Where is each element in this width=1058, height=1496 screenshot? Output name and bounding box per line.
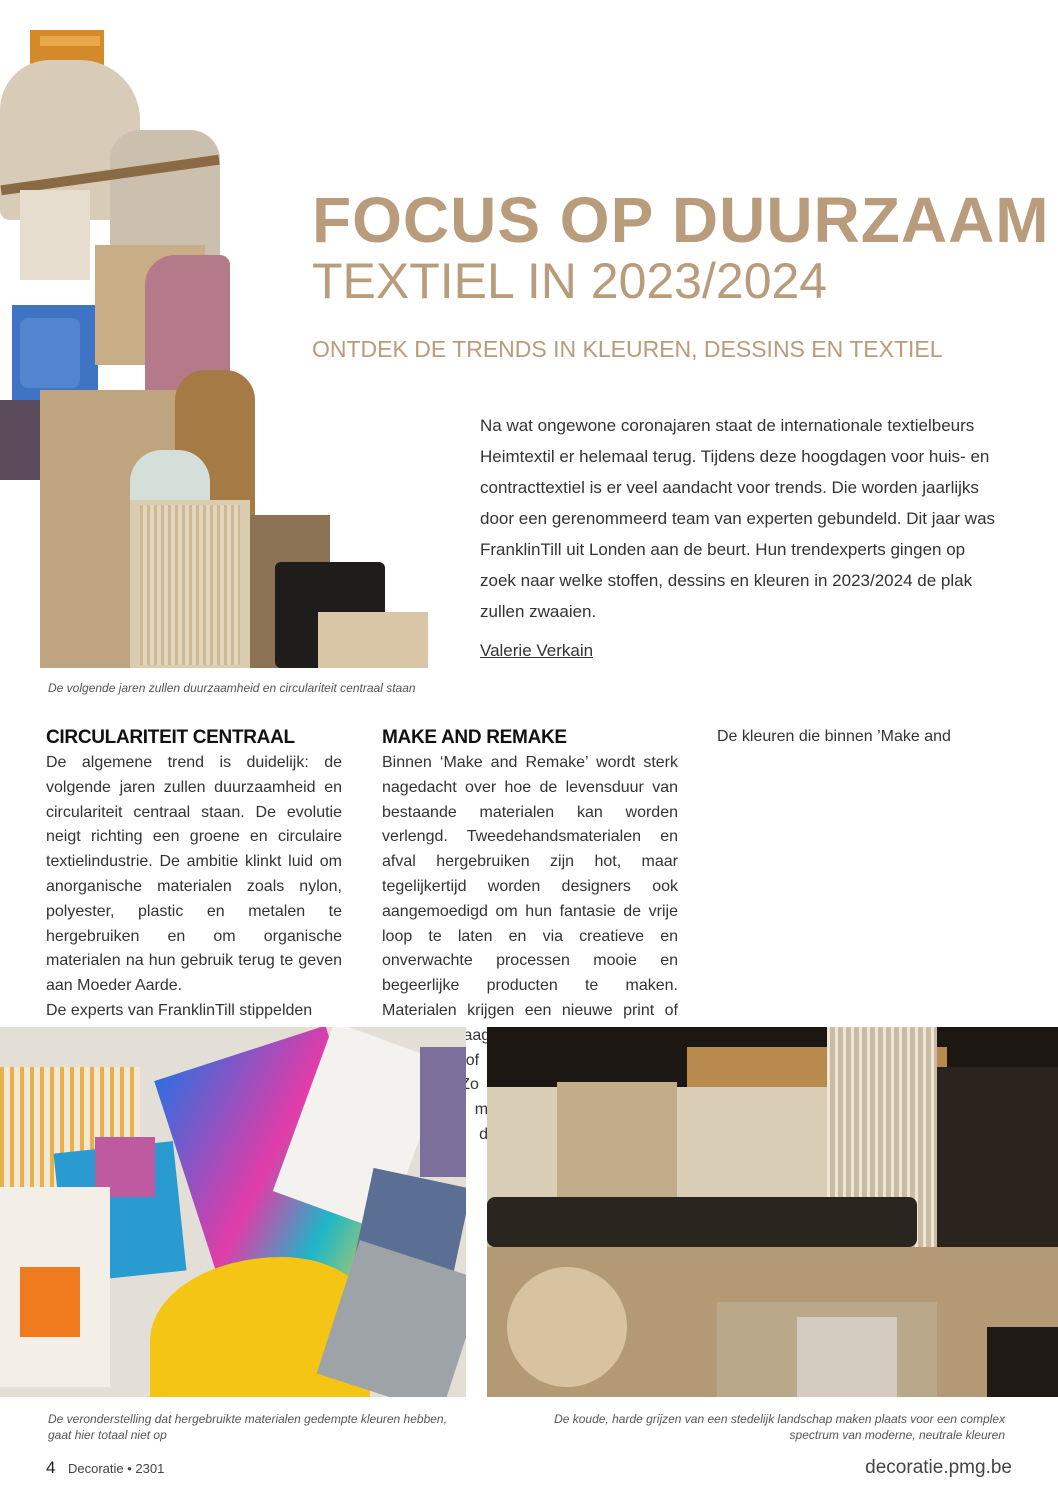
paragraph-routes: De experts van FranklinTill stippelden	[46, 1001, 313, 1019]
author-link[interactable]: Valerie Verkain	[480, 641, 594, 660]
black-corner	[987, 1327, 1058, 1397]
colourful-textile-photo	[0, 1027, 466, 1397]
cardboard-block	[318, 612, 428, 668]
magazine-issue: Decoratie • 2301	[68, 1461, 165, 1476]
black-corrugated-strip	[487, 1197, 917, 1247]
paragraph-circularity: De algemene trend is duidelijk: de volgende jaren zullen duurzaamheid en circulariteit centraal staan. De evolutie neigt richting een groene en circulaire textielindustrie. De ambitie klinkt luid om anorganische materialen zoals nylon, polyester, plastic en metalen te hergebruiken en om organische materialen na hun gebruik terug te geven aan Moeder Aarde.	[46, 754, 342, 995]
neutral-textile-photo	[487, 1027, 1058, 1397]
page-title-line2: TEXTIEL IN 2023/2024	[312, 253, 828, 309]
website-link[interactable]: decoratie.pmg.be	[865, 1457, 1012, 1478]
blue-fabric-texture	[20, 318, 80, 388]
orange-swatch	[20, 1267, 80, 1337]
paragraph-make-and-remake: Binnen ‘Make and Remake’ wordt sterk nagedacht over hoe de levensduur van bestaande materialen kan worden verlengd. Tweedehandsmaterialen en afval hergebruiken zijn hot, maar tegelijkertijd worden designers ook aangemoedigd om hun fantasie de vrije loop te laten en via creatieve en onverwachte processen mooie en begeerlijke producten te maken. Materialen krijgen een nieuwe print of laagje of Zo	[382, 754, 678, 1094]
right-photo-caption: De koude, harde grijzen van een stedelijk landschap maken plaats voor een complex spectrum van moderne, neutrale kleuren	[554, 1412, 1005, 1442]
page-subtitle: ONTDEK DE TRENDS IN KLEUREN, DESSINS EN TEXTIEL	[312, 336, 943, 362]
hero-textile-collage	[0, 0, 428, 668]
paper-stack-layers	[140, 505, 240, 665]
intro-paragraph: Na wat ongewone coronajaren staat de internationale textielbeurs Heimtextil er helemaal terug. Tijdens deze hoogdagen voor huis- en contracttextiel is er veel aandacht voor trends. Die worden jaarlijks door een gerenommeerd team van experten gebundeld. Dit jaar was FranklinTill uit Londen aan de beurt. Hun trendexperts gingen op zoek naar welke stoffen, dessins en kleuren in 2023/2024 de plak zullen zwaaien.	[480, 416, 996, 621]
heading-make-and-remake: MAKE AND REMAKE	[382, 727, 567, 748]
hero-caption: De volgende jaren zullen duurzaamheid en circulariteit centraal staan	[48, 681, 416, 695]
light-grey-block	[797, 1317, 897, 1397]
purple-swatch	[420, 1047, 466, 1177]
striped-fabric	[0, 400, 40, 480]
orange-fabric-highlight	[40, 36, 100, 46]
page-number: 4	[46, 1458, 56, 1477]
fringe-fabric	[20, 190, 90, 280]
left-photo-caption: De veronderstelling dat hergebruikte materialen gedempte kleuren hebben, gaat hier totaal niet op	[48, 1412, 447, 1442]
paragraph-colours: De kleuren die binnen ’Make and	[717, 728, 951, 745]
fibre-tuft	[507, 1267, 627, 1387]
article-column-3	[717, 725, 1013, 750]
page-title: FOCUS OP DUURZAAM	[312, 184, 1050, 256]
heading-circularity: CIRCULARITEIT CENTRAAL	[46, 727, 295, 748]
